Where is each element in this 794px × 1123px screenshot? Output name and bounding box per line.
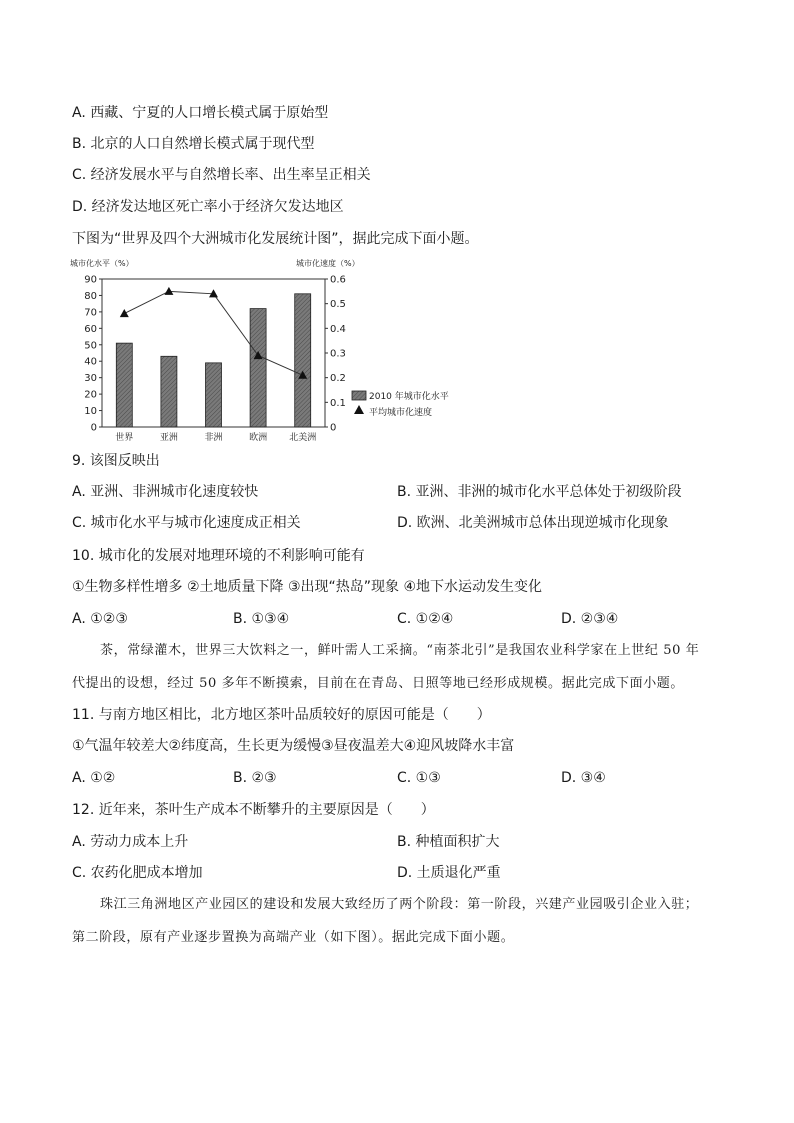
chart-intro: 下图为“世界及四个大洲城市化发展统计图”，据此完成下面小题。 xyxy=(72,231,479,247)
speed-point xyxy=(164,287,173,295)
left-tick-label: 50 xyxy=(84,340,97,352)
right-tick-label: 0.6 xyxy=(330,274,346,286)
tea-passage-line-2: 代提出的设想，经过 50 多年不断摸索，目前在在青岛、日照等地已经形成规模。据此完成下面小题。 xyxy=(72,676,685,691)
prev-option-d: D. 经济发达地区死亡率小于经济欠发达地区 xyxy=(72,199,344,215)
q10-option-b: B. ①③④ xyxy=(233,611,290,627)
q11-items: ①气温年较差大②纬度高，生长更为缓慢③昼夜温差大④迎风坡降水丰富 xyxy=(72,738,515,754)
tea-passage-line-1: 茶，常绿灌木，世界三大饮料之一，鲜叶需人工采摘。“南茶北引”是我国农业科学家在上世纪 50 年 xyxy=(100,643,700,658)
q9-option-c: C. 城市化水平与城市化速度成正相关 xyxy=(72,515,301,531)
q9-option-d: D. 欧洲、北美洲城市总体出现逆城市化现象 xyxy=(397,515,669,531)
q12-stem: 12. 近年来，茶叶生产成本不断攀升的主要原因是（ ） xyxy=(72,802,435,818)
right-tick-label: 0.5 xyxy=(330,299,346,311)
q11-option-d: D. ③④ xyxy=(561,770,606,786)
bar xyxy=(206,363,222,427)
q10-option-c: C. ①②④ xyxy=(397,611,454,627)
q10-option-d: D. ②③④ xyxy=(561,611,619,627)
q9-option-a: A. 亚洲、非洲城市化速度较快 xyxy=(72,484,259,500)
left-tick-label: 70 xyxy=(84,307,97,319)
right-tick-label: 0.4 xyxy=(330,323,346,335)
legend-line-label: 平均城市化速度 xyxy=(369,408,433,418)
prev-option-b: B. 北京的人口自然增长模式属于现代型 xyxy=(72,136,315,152)
legend-bar-label: 2010 年城市化水平 xyxy=(369,392,449,402)
left-tick-label: 80 xyxy=(84,290,97,302)
left-tick-label: 30 xyxy=(84,373,97,385)
left-axis-title: 城市化水平（%） xyxy=(70,259,134,268)
left-tick-label: 90 xyxy=(84,274,97,286)
urbanization-chart xyxy=(62,255,462,445)
q9-option-b: B. 亚洲、非洲的城市化水平总体处于初级阶段 xyxy=(397,484,682,500)
q11-stem: 11. 与南方地区相比，北方地区茶叶品质较好的原因可能是（ ） xyxy=(72,707,491,723)
bar xyxy=(161,356,177,427)
left-tick-label: 10 xyxy=(84,406,97,418)
legend-bar-swatch xyxy=(352,391,366,400)
left-tick-label: 20 xyxy=(84,389,97,401)
q11-option-a: A. ①② xyxy=(72,770,116,786)
q12-option-d: D. 土质退化严重 xyxy=(397,865,501,881)
bar xyxy=(295,294,311,427)
category-label: 世界 xyxy=(115,433,134,443)
prd-passage-line-1: 珠江三角洲地区产业园区的建设和发展大致经历了两个阶段：第一阶段，兴建产业园吸引企业入驻； xyxy=(100,897,699,912)
speed-point xyxy=(120,309,129,317)
q12-option-c: C. 农药化肥成本增加 xyxy=(72,865,203,881)
q11-option-b: B. ②③ xyxy=(233,770,277,786)
prd-passage-line-2: 第二阶段，原有产业逐步置换为高端产业（如下图）。据此完成下面小题。 xyxy=(72,930,515,945)
category-label: 北美洲 xyxy=(289,433,317,443)
left-tick-label: 60 xyxy=(84,323,97,335)
prev-option-c: C. 经济发展水平与自然增长率、出生率呈正相关 xyxy=(72,167,371,183)
q12-option-a: A. 劳动力成本上升 xyxy=(72,834,189,850)
right-tick-label: 0.3 xyxy=(330,348,346,360)
left-tick-label: 0 xyxy=(90,422,97,434)
category-label: 欧洲 xyxy=(249,433,268,443)
legend-triangle-swatch xyxy=(354,405,364,414)
prev-option-a: A. 西藏、宁夏的人口增长模式属于原始型 xyxy=(72,105,329,121)
bar xyxy=(116,343,132,427)
right-tick-label: 0 xyxy=(330,422,337,434)
bar xyxy=(250,309,266,427)
q10-items: ①生物多样性增多 ②土地质量下降 ③出现“热岛”现象 ④地下水运动发生变化 xyxy=(72,579,543,595)
category-label: 亚洲 xyxy=(159,433,178,443)
category-label: 非洲 xyxy=(204,433,223,443)
right-tick-label: 0.1 xyxy=(330,397,346,409)
q9-stem: 9. 该图反映出 xyxy=(72,453,160,469)
q12-option-b: B. 种植面积扩大 xyxy=(397,834,500,850)
left-tick-label: 40 xyxy=(84,356,97,368)
q10-option-a: A. ①②③ xyxy=(72,611,128,627)
q10-stem: 10. 城市化的发展对地理环境的不利影响可能有 xyxy=(72,548,365,564)
right-tick-label: 0.2 xyxy=(330,373,346,385)
q11-option-c: C. ①③ xyxy=(397,770,441,786)
right-axis-title: 城市化速度（%） xyxy=(296,259,360,268)
